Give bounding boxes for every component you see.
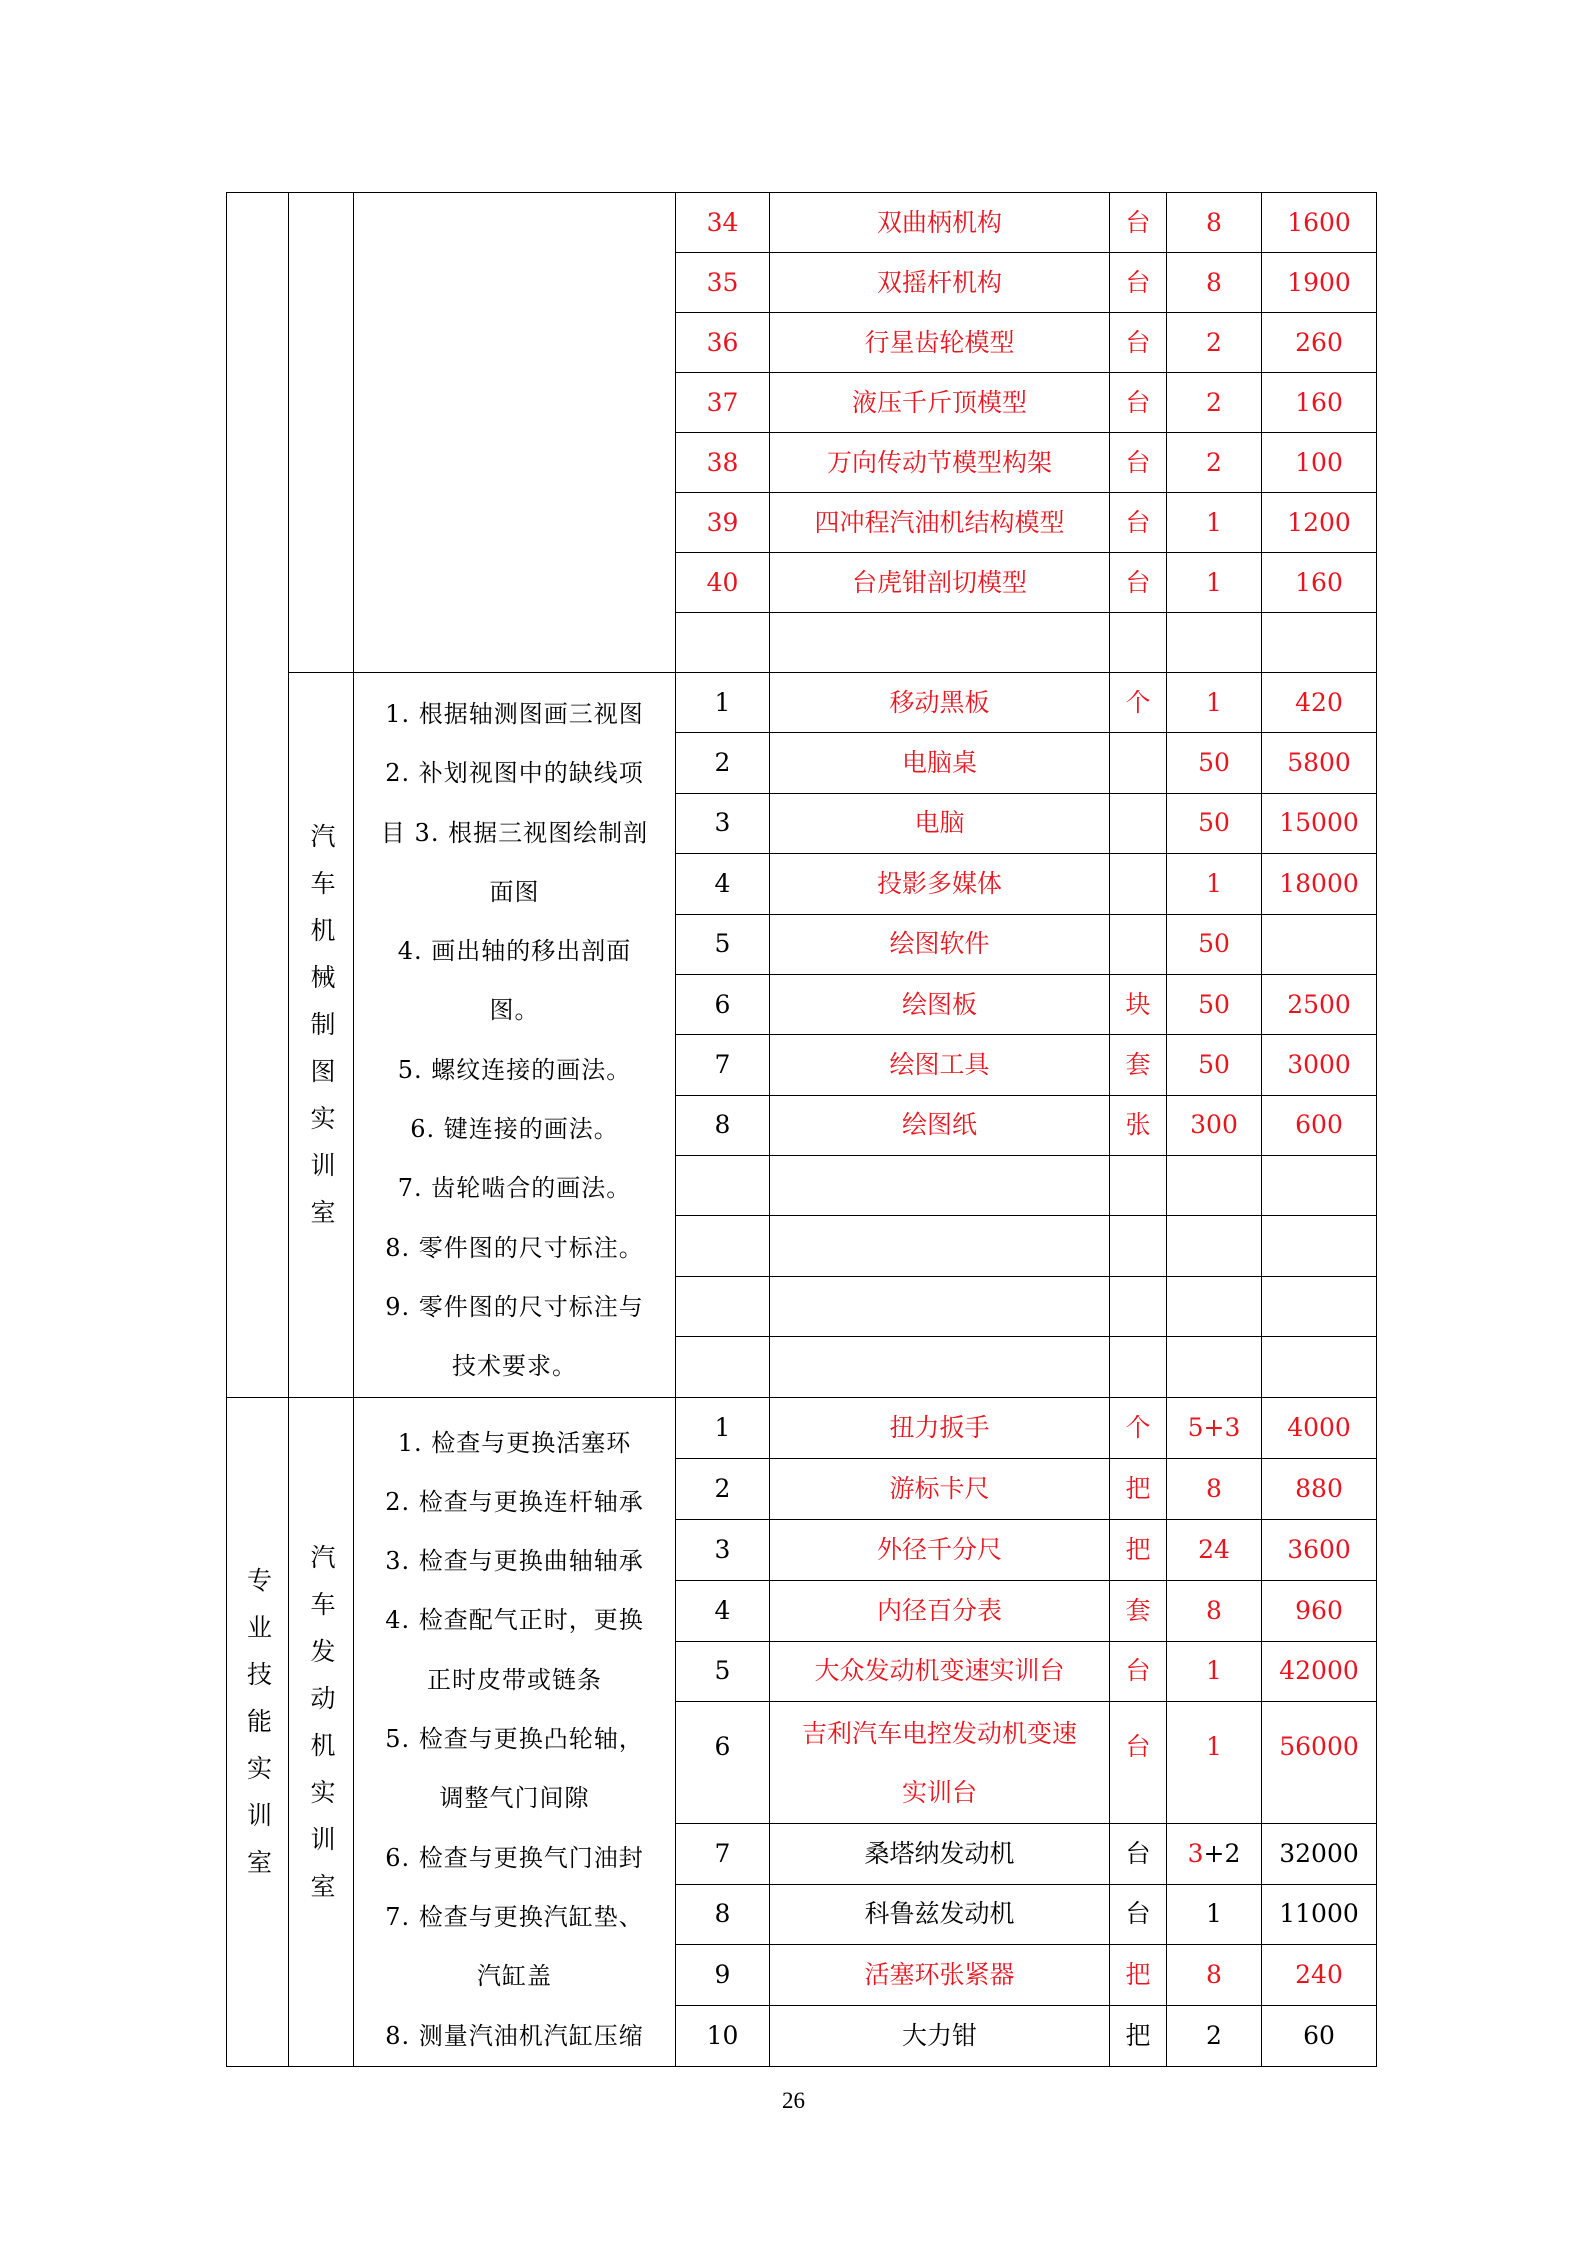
row-name [770, 1337, 1110, 1397]
item-line: 5. 检查与更换凸轮轴， [385, 1725, 644, 1754]
row-price: 4000 [1262, 1397, 1377, 1459]
row-no: 1 [676, 673, 770, 733]
row-price: 15000 [1262, 793, 1377, 853]
row-unit: 把 [1110, 1945, 1167, 2006]
row-no: 4 [676, 1580, 770, 1641]
row-no: 38 [676, 433, 770, 493]
item-line: 1. 检查与更换活塞环 [397, 1428, 632, 1457]
qty-rest: +2 [1203, 1838, 1241, 1868]
row-unit: 个 [1110, 1397, 1167, 1459]
row-name: 双曲柄机构 [770, 193, 1110, 253]
row-qty [1167, 1823, 1262, 1884]
row-unit: 台 [1110, 493, 1167, 553]
row-price: 420 [1262, 673, 1377, 733]
item-line: 4. 画出轴的移出剖面 [397, 937, 632, 966]
table-row [227, 193, 1377, 253]
row-no: 2 [676, 733, 770, 793]
row-unit: 台 [1110, 1641, 1167, 1702]
row-price: 1200 [1262, 493, 1377, 553]
row-unit [1110, 733, 1167, 793]
row-unit: 把 [1110, 2006, 1167, 2067]
row-price: 3600 [1262, 1520, 1377, 1581]
row-unit [1110, 613, 1167, 673]
row-qty: 300 [1167, 1095, 1262, 1155]
room-cell-empty [289, 193, 354, 673]
row-name-line: 实训台 [901, 1777, 977, 1807]
row-price: 2500 [1262, 974, 1377, 1034]
row-price [1262, 1216, 1377, 1276]
row-price: 56000 [1262, 1702, 1377, 1824]
item-line: 1. 根据轴测图画三视图 [385, 700, 644, 728]
row-no: 5 [676, 1641, 770, 1702]
row-qty [1167, 1276, 1262, 1336]
row-name: 大众发动机变速实训台 [770, 1641, 1110, 1702]
row-no: 7 [676, 1823, 770, 1884]
row-no: 2 [676, 1459, 770, 1520]
row-name: 电脑桌 [770, 733, 1110, 793]
qty-red-part: 3 [1187, 1838, 1204, 1868]
row-price: 260 [1262, 313, 1377, 373]
row-no: 34 [676, 193, 770, 253]
row-name: 万向传动节模型构架 [770, 433, 1110, 493]
row-no: 5 [676, 914, 770, 974]
row-price: 600 [1262, 1095, 1377, 1155]
row-no [676, 1156, 770, 1216]
row-name [770, 1276, 1110, 1336]
item-line: 8. 测量汽油机汽缸压缩 [385, 2021, 644, 2050]
row-price: 18000 [1262, 854, 1377, 914]
item-line: 汽缸盖 [477, 1962, 552, 1991]
row-no: 37 [676, 373, 770, 433]
table-row [227, 1397, 1377, 1459]
row-unit: 台 [1110, 1884, 1167, 1945]
row-no: 35 [676, 253, 770, 313]
row-unit: 块 [1110, 974, 1167, 1034]
row-price: 160 [1262, 373, 1377, 433]
row-price: 11000 [1262, 1884, 1377, 1945]
row-qty [1167, 1337, 1262, 1397]
engine-items-cell [354, 1397, 676, 2066]
equipment-table [226, 192, 1377, 2067]
row-name: 扭力扳手 [770, 1397, 1110, 1459]
row-qty: 1 [1167, 854, 1262, 914]
row-unit: 台 [1110, 1702, 1167, 1824]
item-line: 8. 零件图的尺寸标注。 [385, 1233, 644, 1262]
row-price: 960 [1262, 1580, 1377, 1641]
row-qty [1167, 613, 1262, 673]
item-line: 调整气门间隙 [439, 1784, 590, 1813]
row-name: 电脑 [770, 793, 1110, 853]
row-qty: 1 [1167, 493, 1262, 553]
table-row [227, 673, 1377, 733]
room-name-drawing: 汽车机械制图实训室 [289, 673, 354, 1398]
row-no [676, 1276, 770, 1336]
row-no: 39 [676, 493, 770, 553]
row-unit: 台 [1110, 373, 1167, 433]
row-name: 液压千斤顶模型 [770, 373, 1110, 433]
row-unit: 张 [1110, 1095, 1167, 1155]
row-name: 绘图工具 [770, 1035, 1110, 1095]
page-number: 26 [782, 2088, 805, 2113]
row-qty: 50 [1167, 793, 1262, 853]
row-no: 7 [676, 1035, 770, 1095]
row-no: 8 [676, 1095, 770, 1155]
row-qty: 1 [1167, 673, 1262, 733]
row-name: 科鲁兹发动机 [770, 1884, 1110, 1945]
item-line: 4. 检查配气正时，更换 [385, 1606, 644, 1635]
row-qty: 2 [1167, 2006, 1262, 2067]
item-line: 正时皮带或链条 [427, 1665, 602, 1694]
row-name [770, 613, 1110, 673]
row-unit: 个 [1110, 673, 1167, 733]
row-name: 台虎钳剖切模型 [770, 553, 1110, 613]
row-qty: 8 [1167, 193, 1262, 253]
item-line: 6. 键连接的画法。 [410, 1115, 619, 1144]
row-price: 42000 [1262, 1641, 1377, 1702]
row-price [1262, 1156, 1377, 1216]
row-name: 外径千分尺 [770, 1520, 1110, 1581]
row-unit: 把 [1110, 1459, 1167, 1520]
item-line: 7. 齿轮啮合的画法。 [397, 1174, 632, 1203]
item-line: 目 3. 根据三视图绘制剖 [380, 818, 649, 847]
row-name [770, 1702, 1110, 1824]
row-no: 40 [676, 553, 770, 613]
row-name: 四冲程汽油机结构模型 [770, 493, 1110, 553]
item-line: 5. 螺纹连接的画法。 [397, 1055, 632, 1084]
row-unit: 台 [1110, 253, 1167, 313]
row-qty: 1 [1167, 553, 1262, 613]
row-qty [1167, 1216, 1262, 1276]
row-name: 行星齿轮模型 [770, 313, 1110, 373]
row-price: 880 [1262, 1459, 1377, 1520]
row-price: 160 [1262, 553, 1377, 613]
row-price: 1900 [1262, 253, 1377, 313]
item-line: 3. 检查与更换曲轴轴承 [385, 1547, 644, 1576]
row-no: 3 [676, 793, 770, 853]
row-price: 100 [1262, 433, 1377, 493]
row-qty: 8 [1167, 253, 1262, 313]
row-qty: 1 [1167, 1702, 1262, 1824]
row-price: 5800 [1262, 733, 1377, 793]
row-price [1262, 914, 1377, 974]
row-name: 双摇杆机构 [770, 253, 1110, 313]
row-unit [1110, 1337, 1167, 1397]
row-no: 6 [676, 974, 770, 1034]
row-name: 绘图纸 [770, 1095, 1110, 1155]
row-name: 活塞环张紧器 [770, 1945, 1110, 2006]
row-no: 3 [676, 1520, 770, 1581]
row-qty: 2 [1167, 433, 1262, 493]
item-line: 面图 [489, 877, 540, 906]
row-price [1262, 613, 1377, 673]
row-name: 移动黑板 [770, 673, 1110, 733]
row-qty: 8 [1167, 1459, 1262, 1520]
row-qty: 50 [1167, 733, 1262, 793]
row-no [676, 1216, 770, 1276]
row-name [770, 1156, 1110, 1216]
row-qty: 1 [1167, 1884, 1262, 1945]
row-no: 36 [676, 313, 770, 373]
row-name: 内径百分表 [770, 1580, 1110, 1641]
row-no: 10 [676, 2006, 770, 2067]
row-unit: 套 [1110, 1580, 1167, 1641]
row-qty: 8 [1167, 1945, 1262, 2006]
item-line: 技术要求。 [452, 1352, 577, 1381]
row-qty: 50 [1167, 1035, 1262, 1095]
item-line: 6. 检查与更换气门油封 [385, 1843, 644, 1872]
row-qty [1167, 1156, 1262, 1216]
row-price: 32000 [1262, 1823, 1377, 1884]
row-qty: 2 [1167, 373, 1262, 433]
row-price [1262, 1276, 1377, 1336]
row-no [676, 1337, 770, 1397]
row-qty: 2 [1167, 313, 1262, 373]
row-name-line: 吉利汽车电控发动机变速 [801, 1718, 1077, 1748]
row-no: 4 [676, 854, 770, 914]
drawing-items-cell [354, 673, 676, 1398]
row-name: 绘图软件 [770, 914, 1110, 974]
row-unit: 台 [1110, 553, 1167, 613]
category-name-professional: 专业技能实训室 [227, 1397, 289, 2066]
row-name: 投影多媒体 [770, 854, 1110, 914]
room-name-engine: 汽车发动机实训室 [289, 1397, 354, 2066]
item-line: 9. 零件图的尺寸标注与 [385, 1292, 644, 1321]
row-no [676, 613, 770, 673]
row-unit: 台 [1110, 1823, 1167, 1884]
row-name: 游标卡尺 [770, 1459, 1110, 1520]
row-unit [1110, 793, 1167, 853]
row-unit: 套 [1110, 1035, 1167, 1095]
row-unit: 台 [1110, 193, 1167, 253]
row-name: 桑塔纳发动机 [770, 1823, 1110, 1884]
row-name: 大力钳 [770, 2006, 1110, 2067]
row-unit: 把 [1110, 1520, 1167, 1581]
row-qty: 1 [1167, 1641, 1262, 1702]
row-no: 1 [676, 1397, 770, 1459]
row-qty: 5+3 [1167, 1397, 1262, 1459]
row-name [770, 1216, 1110, 1276]
row-name: 绘图板 [770, 974, 1110, 1034]
row-price: 240 [1262, 1945, 1377, 2006]
row-unit [1110, 854, 1167, 914]
item-line: 图。 [489, 996, 540, 1025]
row-price [1262, 1337, 1377, 1397]
row-unit [1110, 1216, 1167, 1276]
row-price: 3000 [1262, 1035, 1377, 1095]
row-unit: 台 [1110, 313, 1167, 373]
row-no: 8 [676, 1884, 770, 1945]
item-line: 2. 补划视图中的缺线项 [385, 759, 644, 788]
item-line: 7. 检查与更换汽缸垫、 [385, 1902, 644, 1931]
category-cell-empty [227, 193, 289, 1398]
items-cell-empty [354, 193, 676, 673]
row-qty: 8 [1167, 1580, 1262, 1641]
row-unit [1110, 1156, 1167, 1216]
item-line: 2. 检查与更换连杆轴承 [385, 1487, 644, 1516]
row-no: 6 [676, 1702, 770, 1824]
row-qty: 50 [1167, 914, 1262, 974]
row-unit [1110, 1276, 1167, 1336]
row-price: 1600 [1262, 193, 1377, 253]
row-no: 9 [676, 1945, 770, 2006]
row-qty: 50 [1167, 974, 1262, 1034]
row-unit [1110, 914, 1167, 974]
row-unit: 台 [1110, 433, 1167, 493]
row-qty: 24 [1167, 1520, 1262, 1581]
row-price: 60 [1262, 2006, 1377, 2067]
